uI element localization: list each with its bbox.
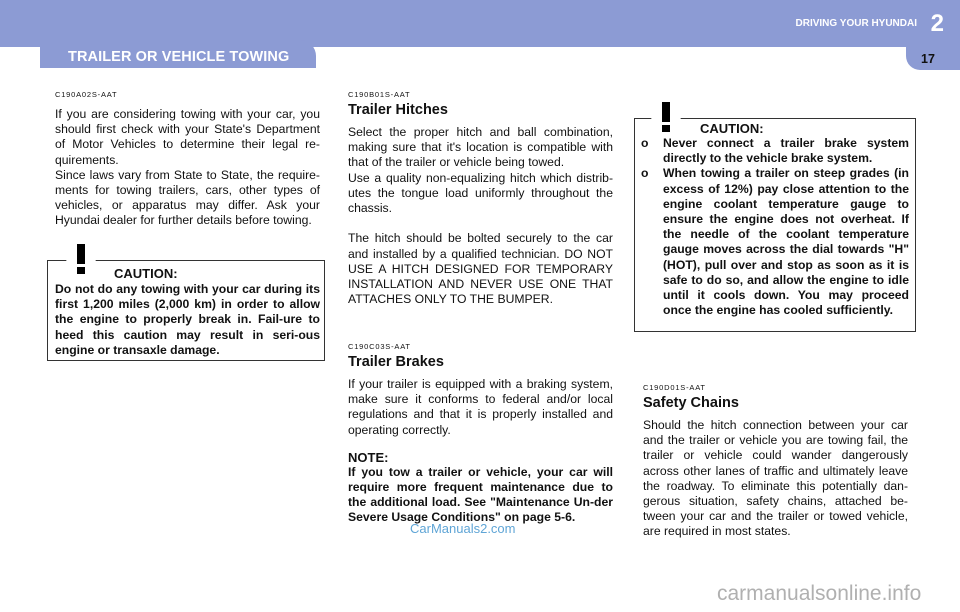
chapter-number: 2 <box>930 10 944 37</box>
footer-watermark: carmanualsonline.info <box>717 582 922 605</box>
hitches-text: Select the proper hitch and ball combination, making sure that it's location is compatible with that of the trailer or vehicle being towed. Use a quality non-equalizing hitch which distrib-utes the tongue load uniformly throughout the chassis. The hitch should be bolted securely to the car and installed by a qualified technician. DO NOT USE A HITCH DESIGNED FOR TEMPORARY INSTALLATION AND NEVER USE ONE THAT ATTACHES ONLY TO THE BUMPER. <box>348 125 613 307</box>
brakes-text: If your trailer is equipped with a braking system, make sure it conforms to federal and/or local regulations and that it is properly installed and operating correctly. <box>348 377 613 437</box>
caution-item <box>641 136 909 166</box>
trailer-brakes-section <box>348 342 613 526</box>
caution-item <box>641 166 909 318</box>
caution-title: CAUTION: <box>114 266 178 281</box>
section-title: TRAILER OR VEHICLE TOWING <box>68 49 290 65</box>
safety-chains-section <box>643 383 908 540</box>
caution-item-text: When towing a trailer on steep grades (in excess of 12%) pay close attention to the engine coolant temperature gauge to ensure the engine does not overheat. If the needle of the coolant temperature gauge moves across the dial towards "H" (HOT), pull over and stop as soon as it is safe to do so, and allow the engine to idle until it cools down. You may proceed once the engine has cooled sufficiently. <box>663 166 909 318</box>
section-heading: Trailer Brakes <box>348 354 444 370</box>
note-title: NOTE: <box>348 449 389 465</box>
section-code: C190B01S-AAT <box>348 90 411 99</box>
caution-title: CAUTION: <box>700 121 764 136</box>
bullet-mark: o <box>641 136 649 150</box>
section-heading: Safety Chains <box>643 395 739 411</box>
section-code: C190D01S-AAT <box>643 383 706 392</box>
caution-text: Do not do any towing with your car during its first 1,200 miles (2,000 km) in order to allow the engine to properly break in. Fail-ure to heed this caution may result in seri-ous engine or transaxle damage. <box>55 282 320 357</box>
intro-text: If you are considering towing with your car, you should first check with your State's Department of Motor Vehicles to determine their legal re-quirements. Since laws vary from State to State, the require-ments for towing trailers, cars, other types of vehicles, or apparatus may differ. Ask your Hyundai dealer for further details before towing. <box>55 107 320 228</box>
watermark-link: CarManuals2.com <box>410 521 516 536</box>
bullet-mark: o <box>641 166 649 181</box>
section-code: C190A02S-AAT <box>55 90 118 99</box>
warning-triangle-icon <box>641 92 691 136</box>
note-text: If you tow a trailer or vehicle, your car will require more frequent maintenance due to the additional load. See "Maintenance Un-der Severe Usage Conditions" on page 5-6. <box>348 464 613 525</box>
page-number: 17 <box>921 52 935 66</box>
caution-item-text: Never connect a trailer brake system directly to the vehicle brake system. <box>663 136 909 166</box>
section-code: C190C03S-AAT <box>348 342 411 351</box>
section-heading: Trailer Hitches <box>348 102 448 118</box>
chapter-title: DRIVING YOUR HYUNDAI <box>795 18 917 29</box>
trailer-hitches-section <box>348 90 613 307</box>
caution-list <box>641 136 909 318</box>
left-column <box>55 90 320 229</box>
warning-triangle-icon <box>56 234 106 278</box>
chains-text: Should the hitch connection between your car and the trailer or vehicle you are towing fail, the trailer or vehicle could wander dangerously across other lanes of traffic and ultimately leave the roadway. To eliminate this potentially dan-gerous situation, safety chains, attached be-tween your car and the trailer or towed vehicle, are required in most states. <box>643 418 908 539</box>
